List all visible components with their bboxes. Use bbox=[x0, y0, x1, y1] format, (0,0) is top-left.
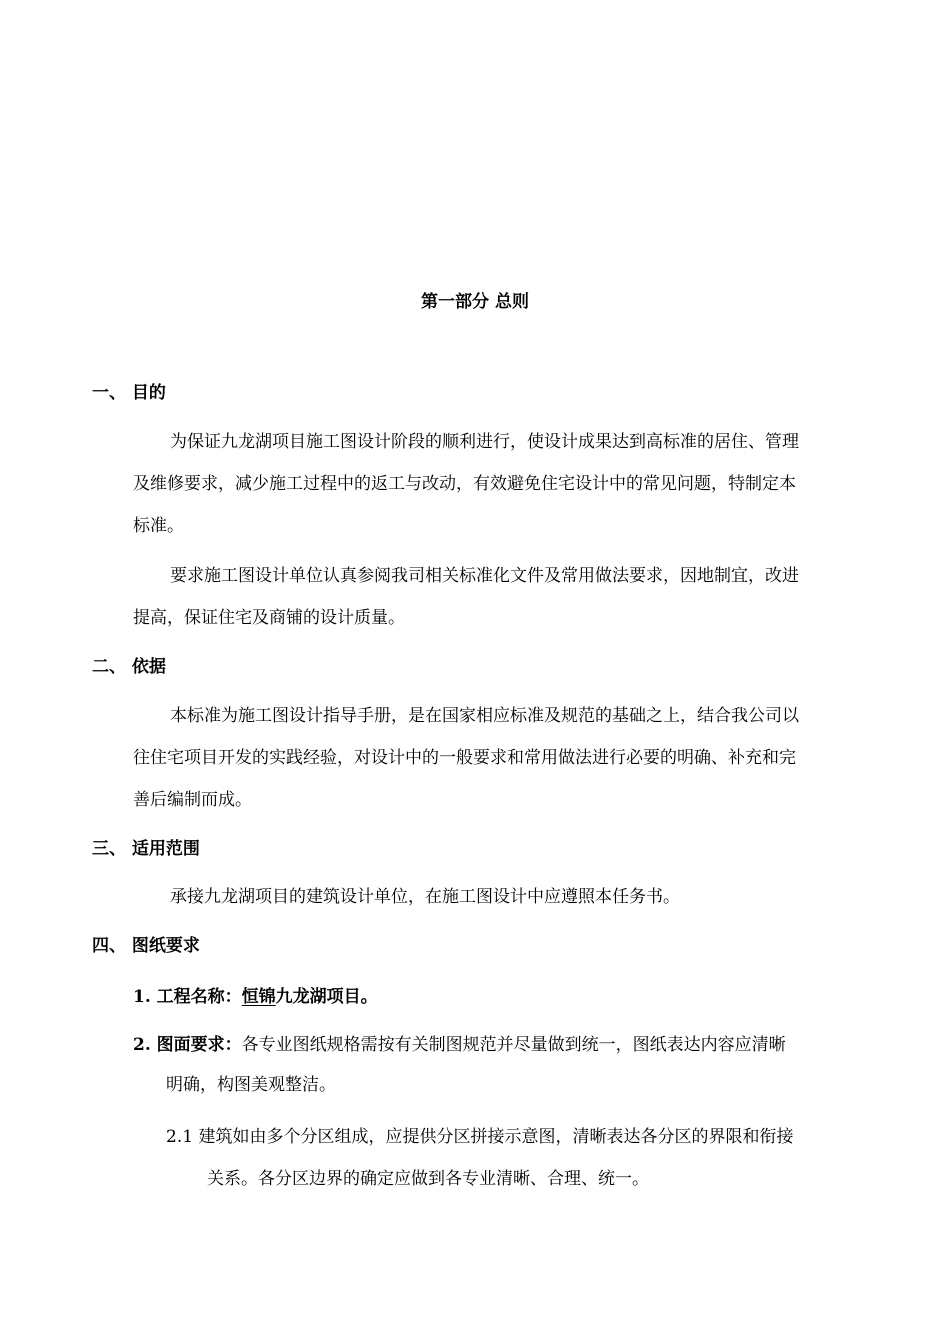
project-name: 九龙湖项目。 bbox=[275, 987, 378, 1007]
section-heading-scope: 三、 适用范围 bbox=[92, 839, 200, 859]
paragraph-purpose-line-1: 为保证九龙湖项目施工图设计阶段的顺利进行，使设计成果达到高标准的居住、管理 bbox=[170, 432, 799, 452]
item-text: 各专业图纸规格需按有关制图规范并尽量做到统一，图纸表达内容应清晰 bbox=[241, 1035, 786, 1055]
section-heading-drawing-requirements: 四、 图纸要求 bbox=[92, 936, 200, 956]
paragraph-basis-line-3: 善后编制而成。 bbox=[133, 790, 252, 810]
item-drawing-surface-cont: 明确，构图美观整洁。 bbox=[166, 1075, 336, 1095]
item-project-name bbox=[133, 976, 378, 1018]
paragraph-requirement-line-2: 提高，保证住宅及商铺的设计质量。 bbox=[133, 608, 405, 628]
paragraph-purpose-line-2: 及维修要求，减少施工过程中的返工与改动，有效避免住宅设计中的常见问题，特制定本 bbox=[133, 474, 796, 494]
paragraph-requirement-line-1: 要求施工图设计单位认真参阅我司相关标准化文件及常用做法要求，因地制宜，改进 bbox=[170, 566, 799, 586]
paragraph-scope: 承接九龙湖项目的建筑设计单位，在施工图设计中应遵照本任务书。 bbox=[170, 887, 680, 907]
item-label: 2. 图面要求： bbox=[133, 1035, 242, 1055]
paragraph-basis-line-1: 本标准为施工图设计指导手册，是在国家相应标准及规范的基础之上，结合我公司以 bbox=[170, 706, 799, 726]
item-subclause-2-1-cont: 关系。各分区边界的确定应做到各专业清晰、合理、统一。 bbox=[207, 1169, 649, 1189]
section-heading-purpose: 一、 目的 bbox=[92, 383, 166, 403]
section-heading-basis: 二、 依据 bbox=[92, 657, 166, 677]
company-name: 恒锦 bbox=[241, 987, 276, 1007]
subclause-number: 2.1 bbox=[166, 1127, 194, 1147]
item-label: 1. 工程名称： bbox=[133, 987, 242, 1007]
item-subclause-2-1 bbox=[166, 1116, 793, 1158]
subclause-text: 建筑如由多个分区组成，应提供分区拼接示意图，清晰表达各分区的界限和衔接 bbox=[198, 1127, 794, 1147]
page-title: 第一部分 总则 bbox=[421, 292, 529, 312]
paragraph-purpose-line-3: 标准。 bbox=[133, 516, 184, 536]
paragraph-basis-line-2: 往住宅项目开发的实践经验，对设计中的一般要求和常用做法进行必要的明确、补充和完 bbox=[133, 748, 796, 768]
item-drawing-surface bbox=[133, 1024, 786, 1066]
